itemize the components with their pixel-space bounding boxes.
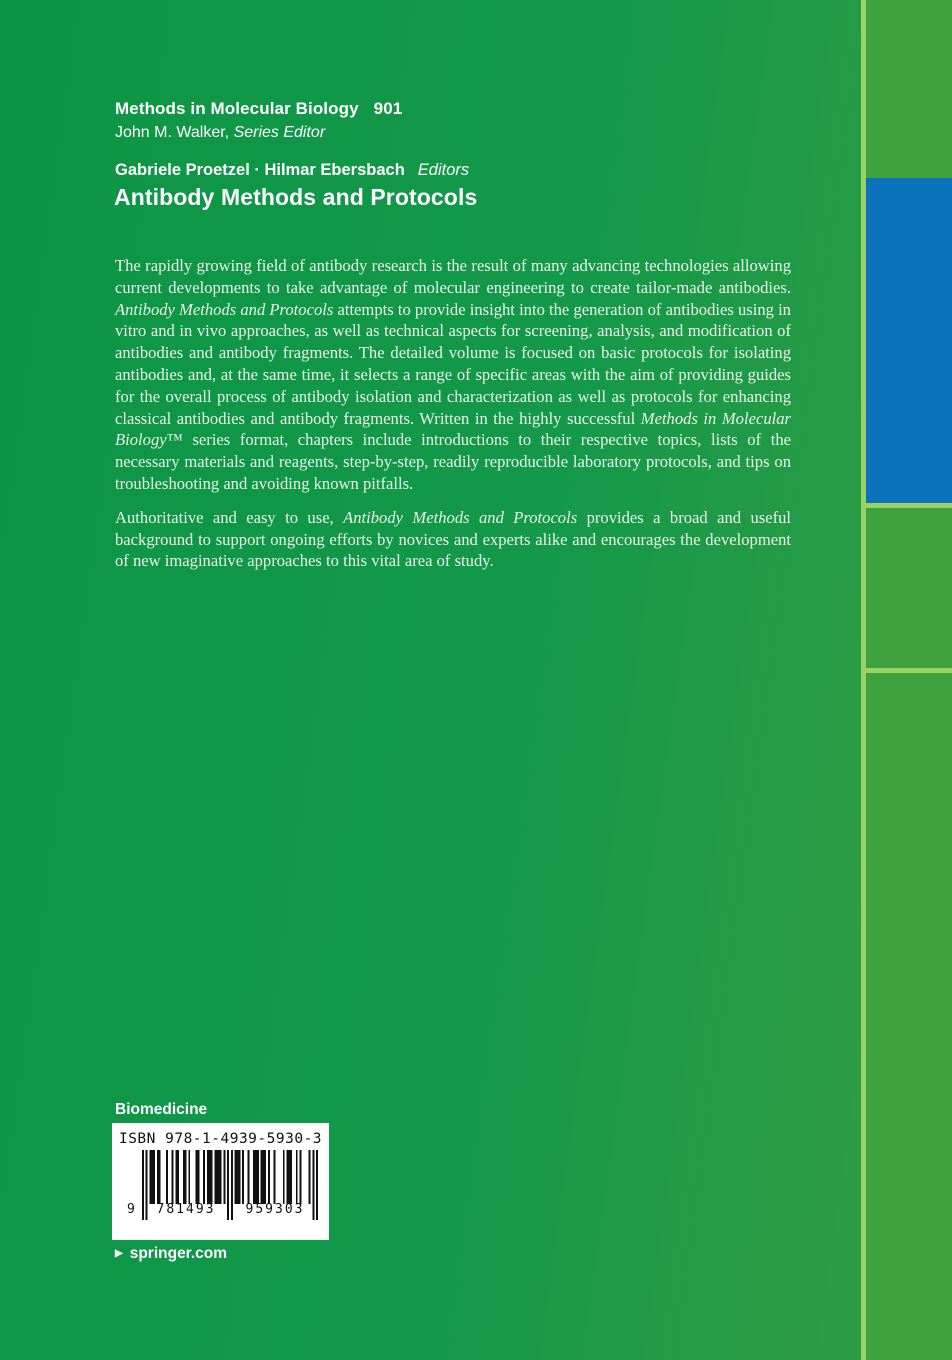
isbn-label: ISBN 978-1-4939-5930-3 (118, 1131, 323, 1147)
arrow-icon: ▶ (115, 1248, 123, 1259)
barcode-digits-right: 959303 (245, 1202, 305, 1217)
barcode-box (112, 1123, 329, 1240)
description-paragraph: Authoritative and easy to use, Antibody Methods and Protocols provides a broad and useful background to support ongoing efforts by novices and experts alike and encourages the development of new imaginative approaches to this vital area of study. (115, 507, 792, 571)
barcode-digits-left: 781493 (156, 1202, 216, 1217)
category-label: Biomedicine (115, 1101, 208, 1118)
horizontal-accent-line-top (866, 503, 952, 508)
series-title-line (115, 99, 402, 119)
volume-editors-line (115, 161, 469, 180)
publisher-url: springer.com (129, 1245, 228, 1262)
right-column (866, 0, 952, 1360)
series-editor-line (115, 124, 325, 142)
volume-editors-names: Gabriele Proetzel · Hilmar Ebersbach (115, 161, 405, 179)
series-number: 901 (373, 99, 403, 118)
barcode-digit-first: 9 (127, 1202, 135, 1217)
back-cover-description (115, 255, 791, 584)
description-paragraph: The rapidly growing field of antibody research is the result of many advancing technologies allowing current developments to take advantage of molecular engineering to create tailor-made antibodies. Antibody Methods and Protocols attempts to provide insight into the generation of antibodies using in vitro and in vivo approaches, as well as technical aspects for screening, analysis, and modification of antibodies and antibody fragments. The detailed volume is focused on basic protocols for isolating antibodies and, at the same time, it selects a range of specific areas with the aim of providing guides for the overall process of antibody isolation and characterization as well as protocols for enhancing classical antibodies and antibody fragments. Written in the highly successful Methods in Molecular Biology™ series format, chapters include introductions to their respective topics, lists of the necessary materials and reagents, step-by-step, readily reproducible laboratory protocols, and tips on troubleshooting and avoiding known pitfalls. (115, 256, 791, 493)
publisher-url-line (115, 1245, 227, 1263)
series-editor-name: John M. Walker, (115, 124, 230, 141)
volume-editors-label: Editors (417, 161, 470, 179)
series-blue-panel (866, 178, 952, 503)
horizontal-accent-line-bottom (866, 668, 952, 673)
ean13-barcode (127, 1150, 318, 1220)
series-title: Methods in Molecular Biology (115, 99, 359, 118)
book-title: Antibody Methods and Protocols (114, 184, 478, 210)
series-editor-role: Series Editor (233, 124, 326, 141)
